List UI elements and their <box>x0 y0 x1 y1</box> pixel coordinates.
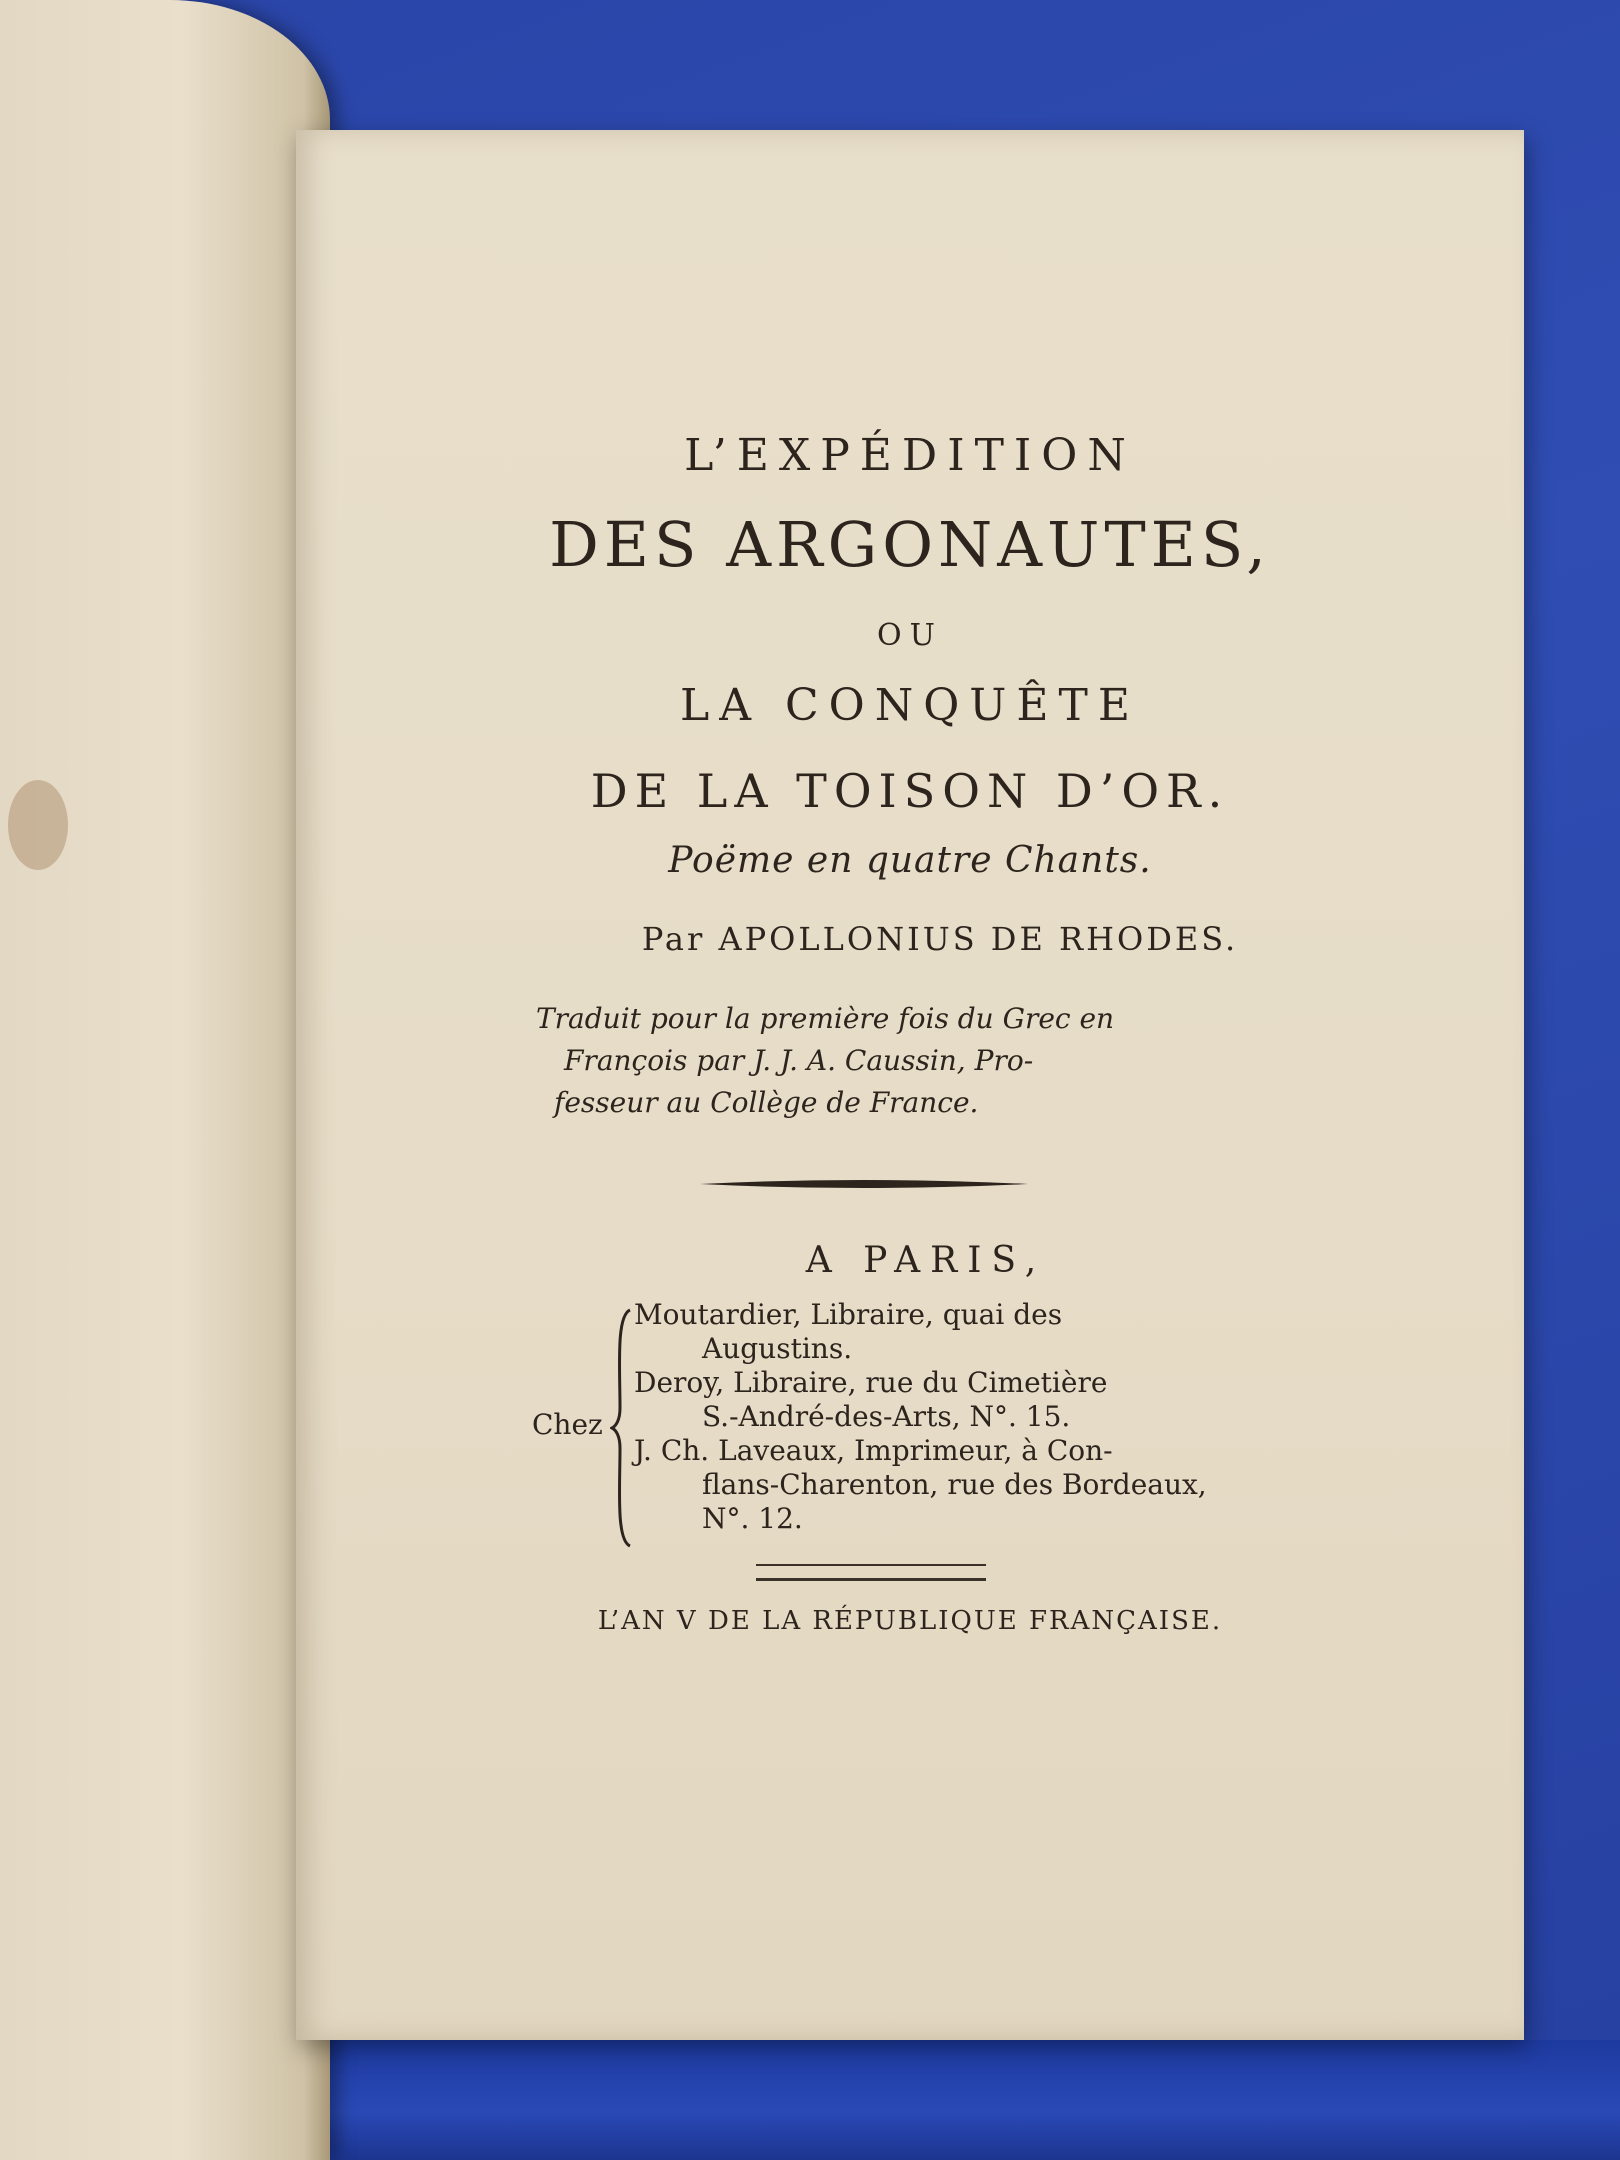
ornamental-rule <box>700 1178 1028 1190</box>
imprint-line-3: Deroy, Libraire, rue du Cimetière <box>634 1366 1108 1399</box>
title-line-3: OU <box>877 618 943 653</box>
title-line-1: L’EXPÉDITION <box>684 430 1136 481</box>
imprint-line-1: Moutardier, Libraire, quai des <box>634 1298 1063 1331</box>
translation-line-1: Traduit pour la première fois du Grec en <box>536 1002 1115 1035</box>
chez-label: Chez <box>532 1408 603 1441</box>
title-page <box>296 130 1524 2040</box>
author-line: Par APOLLONIUS DE RHODES. <box>641 920 1239 958</box>
imprint-line-6: flans-Charenton, rue des Bordeaux, <box>702 1468 1207 1501</box>
facing-page <box>0 0 330 2160</box>
double-rule <box>756 1564 986 1581</box>
title-line-4: LA CONQUÊTE <box>680 680 1140 731</box>
place-line: A PARIS, <box>805 1240 1047 1281</box>
imprint-line-2: Augustins. <box>702 1332 853 1365</box>
imprint-line-5: J. Ch. Laveaux, Imprimeur, à Con- <box>634 1434 1113 1467</box>
translation-line-2: François par J. J. A. Caussin, Pro- <box>564 1044 1034 1077</box>
paper-stain <box>8 780 68 870</box>
book-cover-edge <box>300 2040 1620 2160</box>
year-line: L’AN V DE LA RÉPUBLIQUE FRANÇAISE. <box>597 1606 1223 1636</box>
title-line-5: DE LA TOISON D’OR. <box>590 764 1230 818</box>
imprint-block <box>634 1298 1234 1536</box>
translation-note <box>536 998 1216 1124</box>
imprint-line-7: N°. 12. <box>702 1502 803 1535</box>
title-line-2: DES ARGONAUTES, <box>549 508 1271 581</box>
brace-glyph <box>610 1308 634 1548</box>
imprint-line-4: S.-André-des-Arts, N°. 15. <box>702 1400 1071 1433</box>
translation-line-3: fesseur au Collège de France. <box>554 1086 979 1119</box>
subtitle: Poëme en quatre Chants. <box>668 840 1152 881</box>
